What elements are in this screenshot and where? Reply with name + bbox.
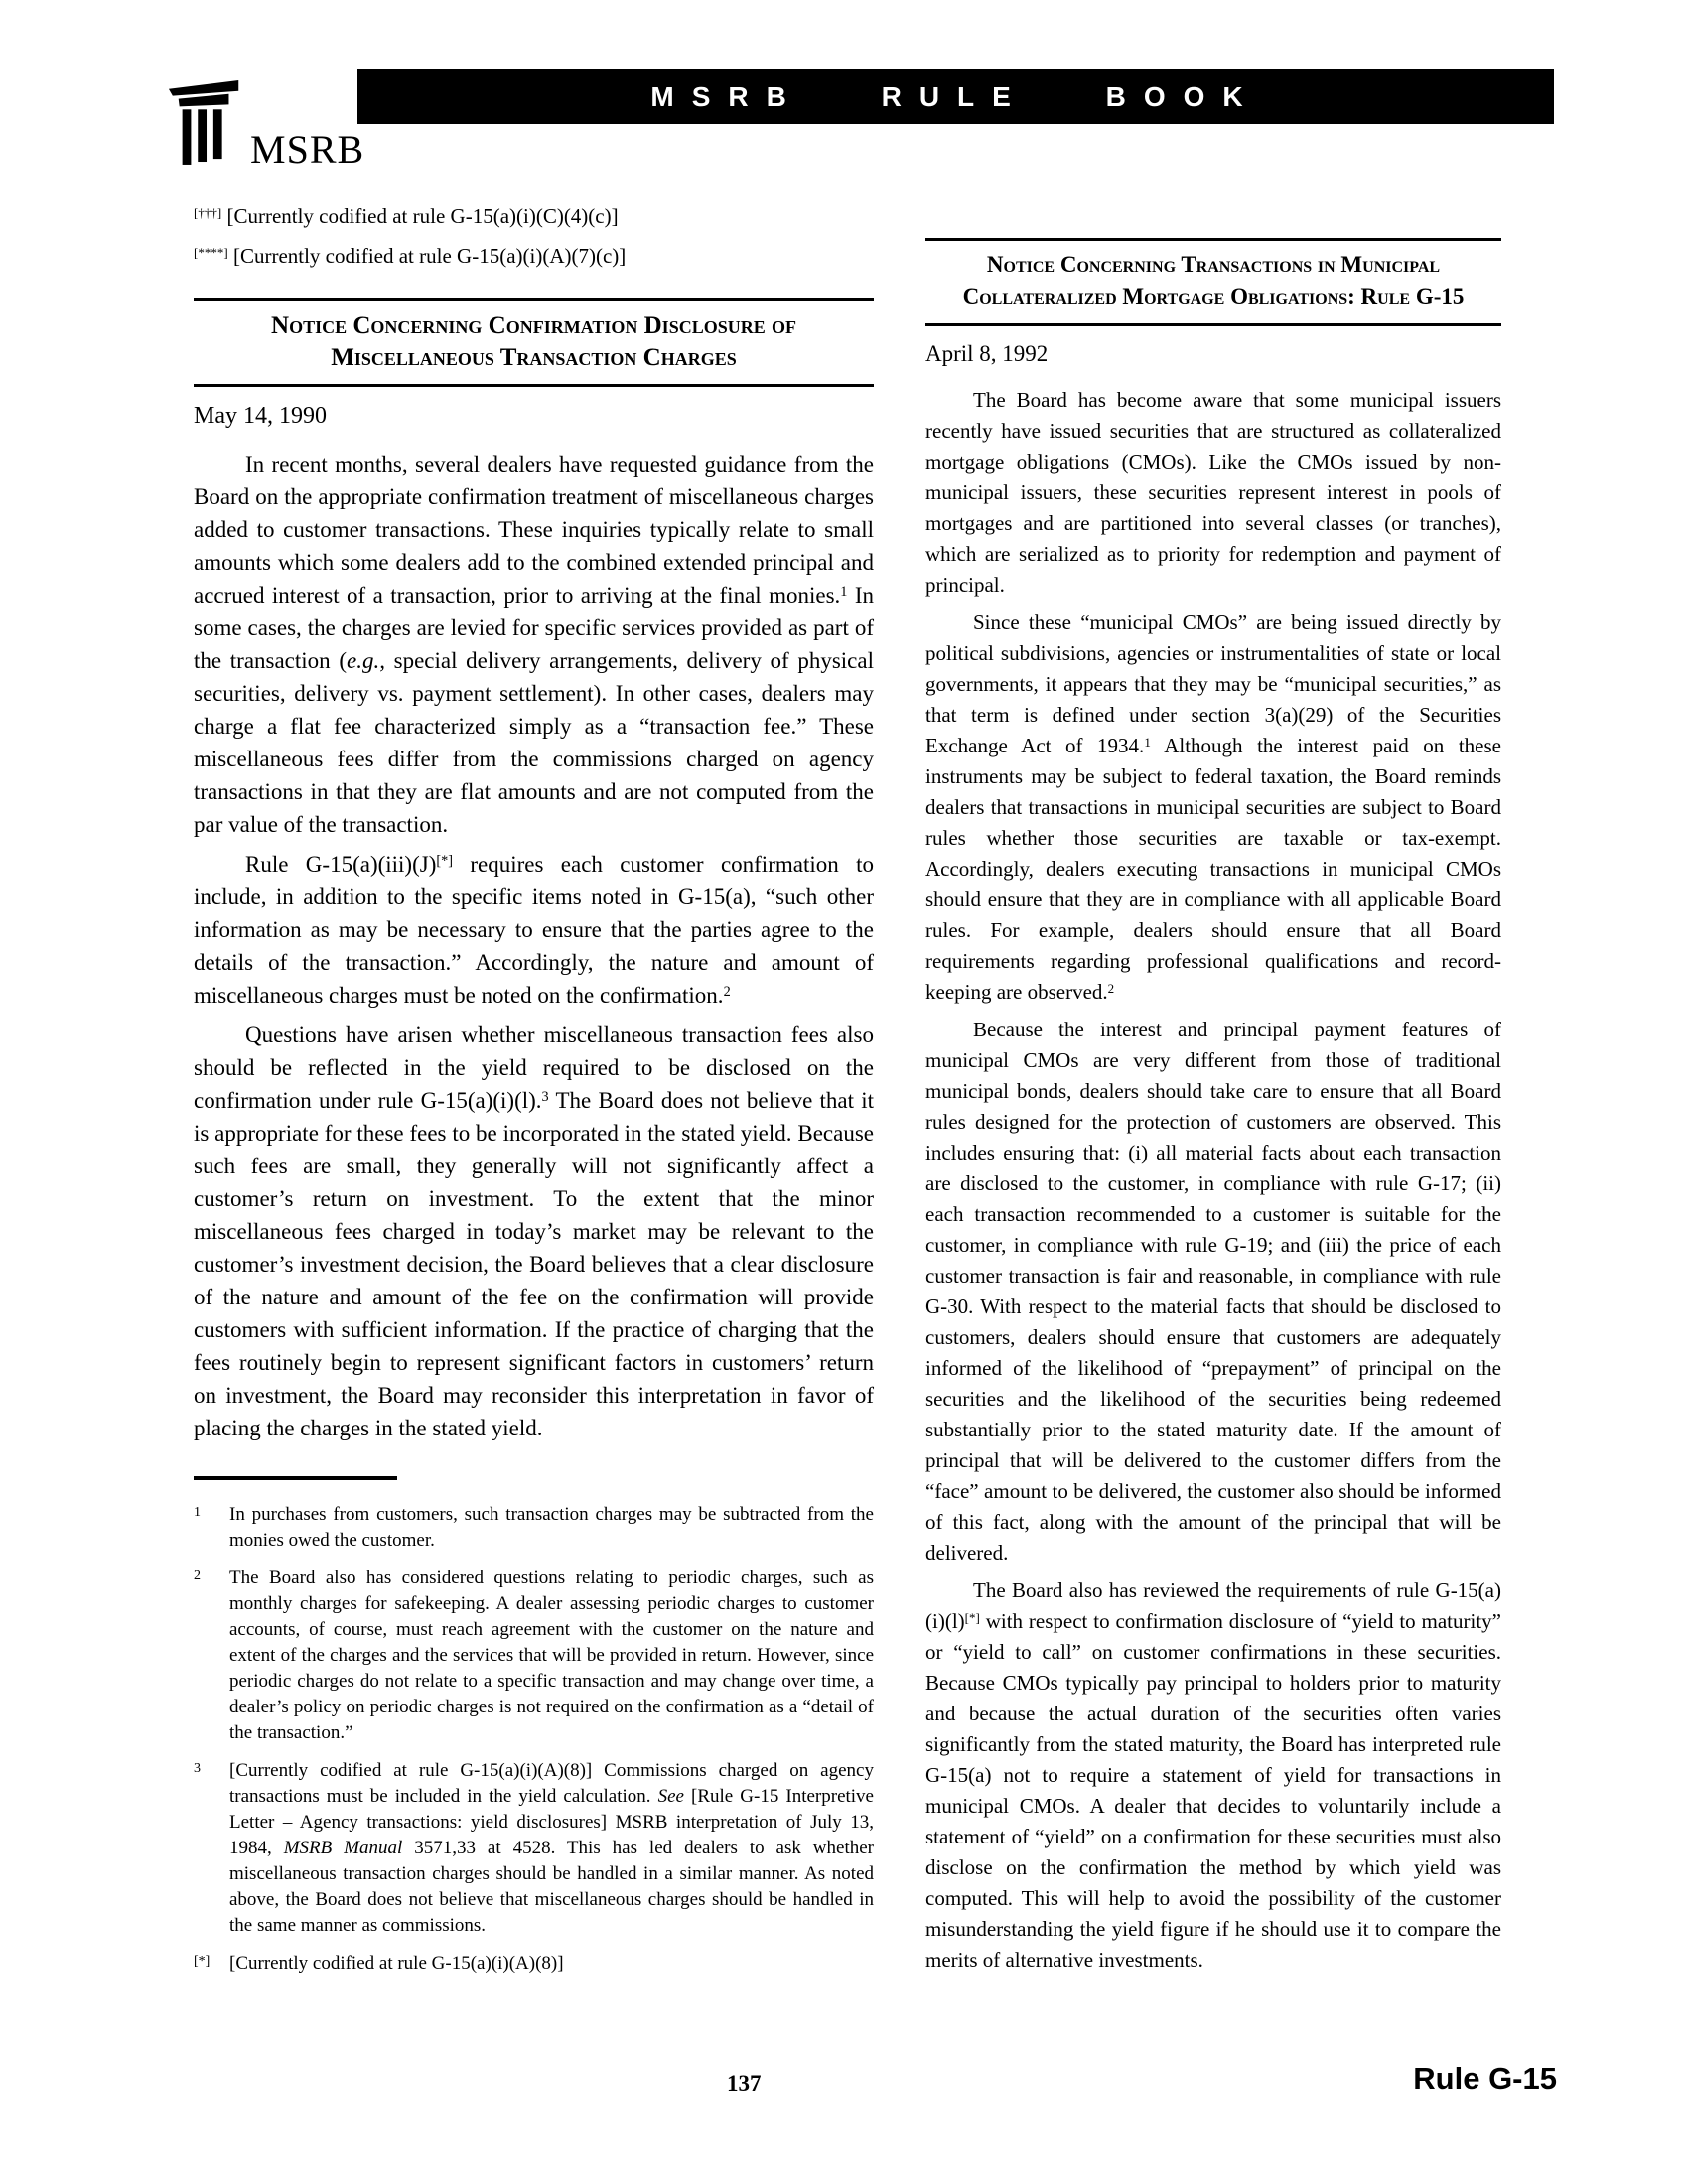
heading-line-2: Collateralized Mortgage Obligations: Rule G-15 [962,284,1465,309]
paragraph: Rule G-15(a)(iii)(J)[*] requires each customer confirmation to include, in addition to the specific items noted in G-15(a), “such other information as may be necessary to ensure that the parties agree to the details of the transaction.” Accordingly, the nature and amount of miscellaneous charges must be noted on the confirmation.$^2$ [194,852,874,1008]
paragraph: The Board has become aware that some municipal issuers recently have issued securities that are structured as collateralized mortgage obligations (CMOs). Like the CMOs issued by non-municipal issuers, these securities represent interest in pools of mortgages and are partitioned into several classes (or tranches), which are serialized as to priority for redemption and payment of principal. [925,388,1501,597]
right-column [925,238,1501,1982]
footnote [194,1502,874,1554]
left-article-body [194,448,874,1444]
right-article-date: April 8, 1992 [925,341,1049,366]
footnote-marker: 3 [194,1761,201,1776]
footnote [194,1951,874,1977]
footnote-text: The Board also has considered questions relating to periodic charges, such as monthly charges for safekeeping. A dealer assessing periodic charges to customer accounts, of course, must reach agreement with the customer on the nature and extent of the charges and the services that will be provided in return. However, since periodic charges do not relate to a specific transaction and may change over time, a dealer’s policy on periodic charges is not required on the confirmation as a “detail of the transaction.” [229,1568,874,1743]
paragraph: Since these “municipal CMOs” are being issued directly by political subdivisions, agencies or instrumentalities of state or local governments, it appears that they may be “municipal securities,” as that term is defined under section 3(a)(29) of the Securities Exchange Act of 1934.$^1$ Although the interest paid on these instruments may be subject to federal taxation, the Board reminds dealers that transactions in municipal securities are subject to Board rules whether those securities are taxable or tax-exempt. Accordingly, dealers executing transactions in municipal CMOs should ensure that they are in compliance with all applicable Board rules. For example, dealers should ensure that all Board requirements regarding professional qualifications and record-keeping are observed.$^2$ [925,611,1501,1004]
footnote [194,1566,874,1746]
codification-note-1: [†††] [Currently codified at rule G-15(a)(i)(C)(4)(c)] [194,205,619,228]
left-article-heading [194,298,874,387]
paragraph: Because the interest and principal payment features of municipal CMOs are very different from those of traditional municipal bonds, dealers should take care to ensure that all Board rules designed for the protection of customers are observed. This includes ensuring that: (i) all material facts about each transaction are disclosed to the customer, in compliance with rule G-17; (ii) each transaction recommended to a customer is suitable for the customer, in compliance with rule G-19; and (iii) the price of each customer transaction is fair and reasonable, in compliance with rule G-30. With respect to the material facts that should be disclosed to customers, dealers should ensure that customers are adequately informed of the likelihood of “prepayment” of principal on the securities and the likelihood of the securities being redeemed substantially prior to the stated maturity date. If the amount of principal that will be delivered to the customer differs from the “face” amount to be delivered, the customer also should be informed of this fact, along with the amount of the principal that will be delivered. [925,1018,1501,1565]
footnote-text: [Currently codified at rule G-15(a)(i)(A)(8)] Commissions charged on agency transactions must be included in the yield calculation. See [Rule G-15 Interpretive Letter – Agency transactions: yield disclosures] MSRB interpretation of July 13, 1984, MSRB Manual 3571,33 at 4528. This has led dealers to ask whether miscellaneous transaction charges should be handled in a similar manner. As noted above, the Board does not believe that miscellaneous charges should be handled in the same manner as commissions. [229,1760,874,1936]
footnote-marker: 2 [194,1569,201,1583]
page-number: 137 [727,2071,762,2096]
heading-line-1: Notice Concerning Transactions in Municipal [986,252,1441,277]
rule-book-title: MSRB RULE BOOK [650,80,1261,112]
msrb-logo [167,77,365,172]
heading-line-2: Miscellaneous Transaction Charges [331,344,737,371]
codification-note-2: [****] [Currently codified at rule G-15(a)(i)(A)(7)(c)] [194,244,627,268]
footnote-text: [Currently codified at rule G-15(a)(i)(A)(8)] [229,1953,564,1974]
rule-label: Rule G-15 [1413,2061,1557,2096]
footnote-separator [194,1476,397,1480]
left-footnotes [194,1502,874,1977]
msrb-logo-text: MSRB [250,127,365,172]
paragraph: The Board also has reviewed the requirements of rule G-15(a)(i)(l)[*] with respect to confirmation disclosure of “yield to maturity” or “yield to call” on customer confirmations in these securities. Because CMOs typically pay principal to holders prior to maturity and because the actual duration of the securities often varies significantly from the stated maturity, the Board has interpreted rule G-15(a) not to require a statement of yield for transactions in municipal CMOs. A dealer that decides to voluntarily include a statement of “yield” on a confirmation for these securities must also disclose on the confirmation the method by which yield was computed. This will help to avoid the possibility of the customer misunderstanding the yield figure if he should use it to compare the merits of alternative investments. [925,1578,1501,1972]
right-article-body [925,385,1501,1976]
footnote-text: In purchases from customers, such transaction charges may be subtracted from the monies owed the customer. [229,1504,874,1551]
right-article-heading [925,238,1501,326]
left-article-date: May 14, 1990 [194,403,327,429]
paragraph: In recent months, several dealers have requested guidance from the Board on the appropriate confirmation treatment of miscellaneous charges added to customer transactions. These inquiries typically relate to small amounts which some dealers add to the combined extended principal and accrued interest of a transaction, prior to arriving at the final monies.$^1$ In some cases, the charges are levied for specific services provided as part of the transaction (e.g., special delivery arrangements, delivery of physical securities, delivery vs. payment settlement). In other cases, dealers may charge a flat fee characterized simply as a “transaction fee.” These miscellaneous fees differ from the commissions charged on agency transactions in that they are flat amounts and are not computed from the par value of the transaction. [194,452,874,837]
rule-book-header-bar [357,69,1554,124]
footnote [194,1758,874,1939]
msrb-column-logo-icon [167,77,248,167]
heading-line-1: Notice Concerning Confirmation Disclosure of [271,312,796,339]
footnote-marker: [*] [194,1954,211,1969]
paragraph: Questions have arisen whether miscellaneous transaction fees also should be reflected in the yield required to be disclosed on the confirmation under rule G-15(a)(i)(l).$^3$ The Board does not believe that it is appropriate for these fees to be incorporated in the stated yield. Because such fees are small, they generally will not significantly affect a customer’s return on investment. To the extent that the minor miscellaneous fees charged in today’s market may be relevant to the customer’s investment decision, the Board believes that a clear disclosure of the nature and amount of the fee on the confirmation will provide customers with sufficient information. If the practice of charging that the fees routinely begin to represent significant factors in customers’ return on investment, the Board may reconsider this interpretation in favor of placing the charges in the stated yield. [194,1023,874,1440]
left-column [194,199,874,1988]
footnote-marker: 1 [194,1505,201,1520]
